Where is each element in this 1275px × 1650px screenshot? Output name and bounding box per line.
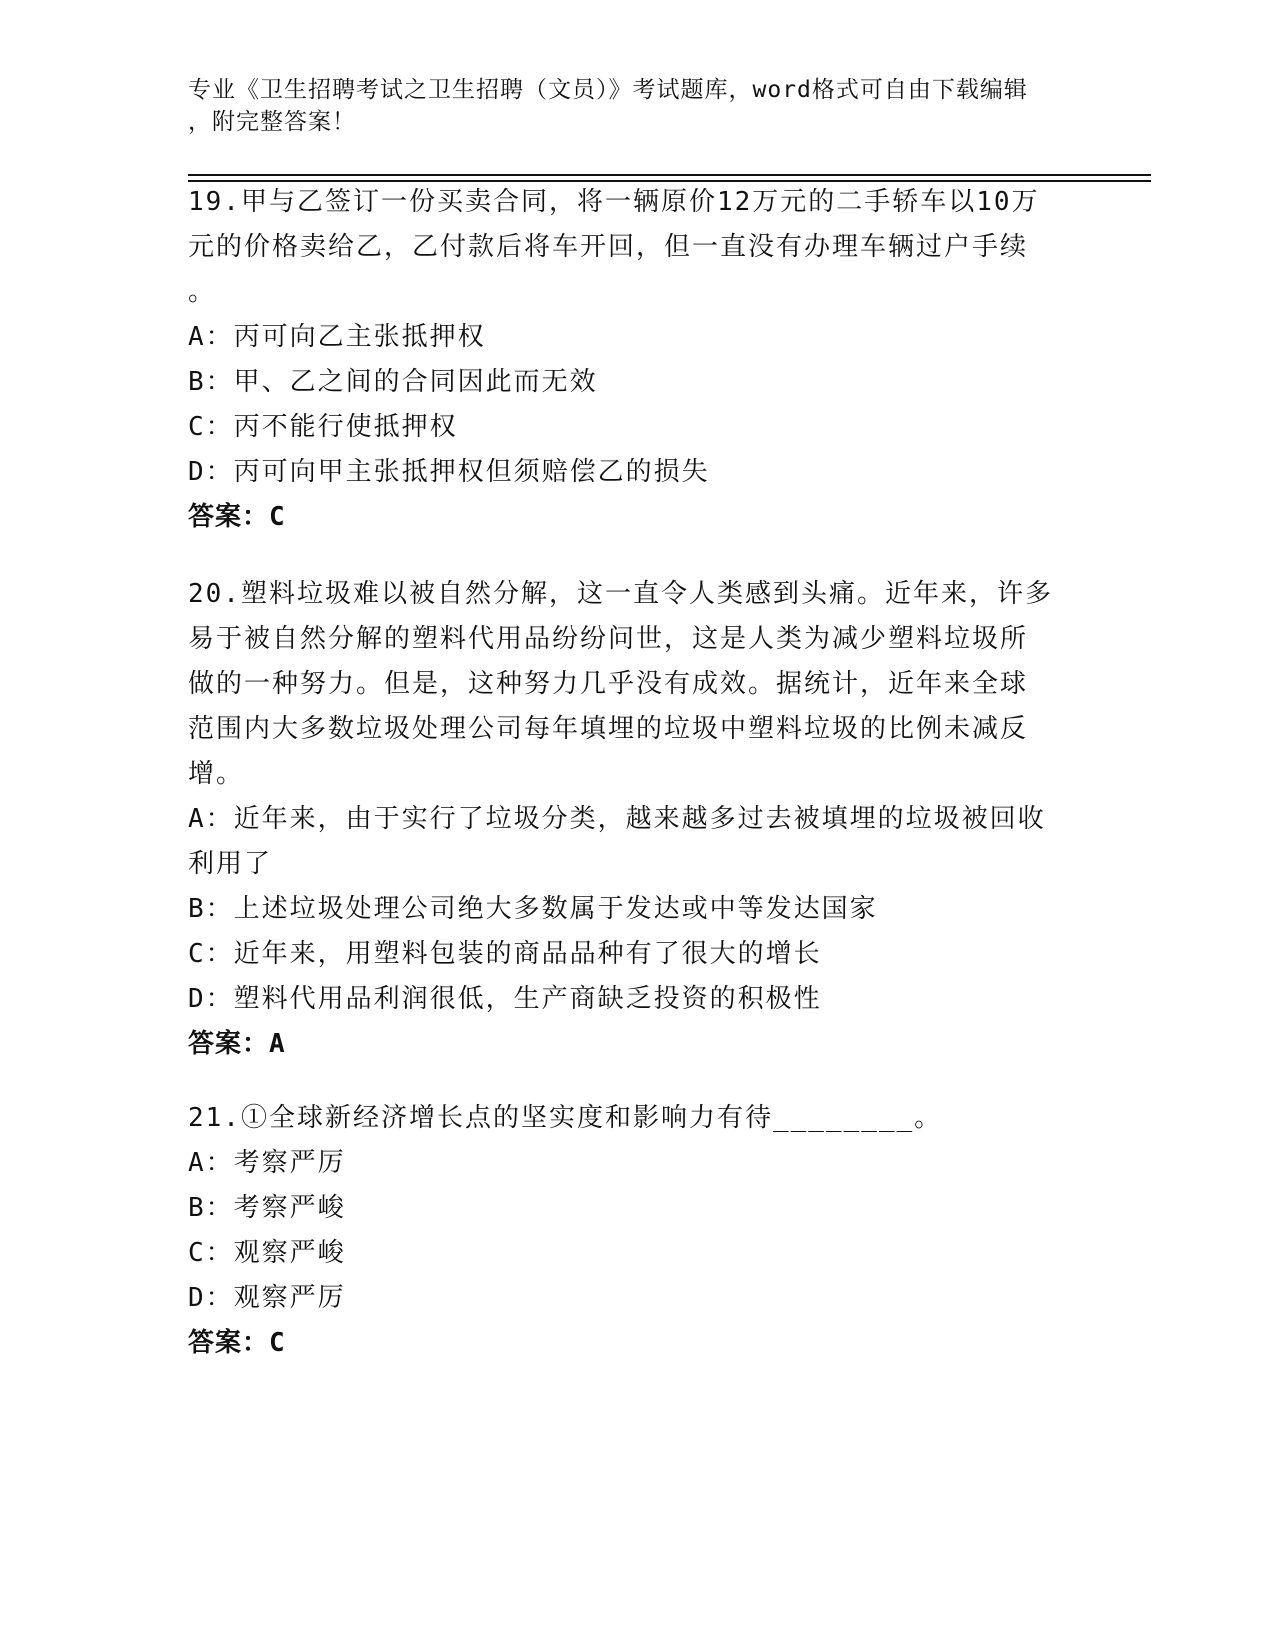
option-d: D：丙可向甲主张抵押权但须赔偿乙的损失 [188, 457, 710, 487]
question-stem-line: 易于被自然分解的塑料代用品纷纷问世，这是人类为减少塑料垃圾所 [188, 624, 1029, 654]
header-rule-top [188, 174, 1151, 176]
option-b: B：上述垃圾处理公司绝大多数属于发达或中等发达国家 [188, 894, 878, 924]
answer: 答案：A [188, 1029, 286, 1059]
option-a: A：考察严厉 [188, 1148, 346, 1178]
question-stem-line: 范围内大多数垃圾处理公司每年填埋的垃圾中塑料垃圾的比例未减反 [188, 714, 1029, 744]
option-c: C：丙不能行使抵押权 [188, 412, 458, 442]
question-stem-line: 20.塑料垃圾难以被自然分解，这一直令人类感到头痛。近年来，许多 [188, 579, 1053, 609]
option-a-continued: 利用了 [188, 849, 273, 879]
option-a: A：近年来，由于实行了垃圾分类，越来越多过去被填埋的垃圾被回收 [188, 804, 1046, 834]
question-stem-line: 增。 [188, 759, 245, 789]
question-stem-line: 。 [188, 277, 217, 307]
question-stem-line: 元的价格卖给乙，乙付款后将车开回，但一直没有办理车辆过户手续 [188, 232, 1029, 262]
header-line-1: 专业《卫生招聘考试之卫生招聘（文员）》考试题库，word格式可自由下载编辑 [188, 77, 1028, 103]
option-c: C：近年来，用塑料包装的商品品种有了很大的增长 [188, 939, 822, 969]
option-a: A：丙可向乙主张抵押权 [188, 322, 486, 352]
option-b: B：考察严峻 [188, 1193, 346, 1223]
option-d: D：观察严厉 [188, 1283, 346, 1313]
header-line-2: ，附完整答案！ [188, 109, 356, 135]
option-b: B：甲、乙之间的合同因此而无效 [188, 367, 598, 397]
question-19 [188, 180, 1068, 540]
question-21 [188, 1096, 1068, 1366]
question-stem-line: 21.①全球新经济增长点的坚实度和影响力有待________。 [188, 1103, 943, 1133]
option-d: D：塑料代用品利润很低，生产商缺乏投资的积极性 [188, 984, 822, 1014]
answer: 答案：C [188, 1328, 286, 1358]
option-c: C：观察严峻 [188, 1238, 346, 1268]
answer: 答案：C [188, 502, 286, 532]
question-stem-line: 做的一种努力。但是，这种努力几乎没有成效。据统计，近年来全球 [188, 669, 1029, 699]
question-20 [188, 572, 1068, 1067]
question-stem-line: 19.甲与乙签订一份买卖合同，将一辆原价12万元的二手轿车以10万 [188, 187, 1040, 217]
page-header [188, 74, 1068, 138]
